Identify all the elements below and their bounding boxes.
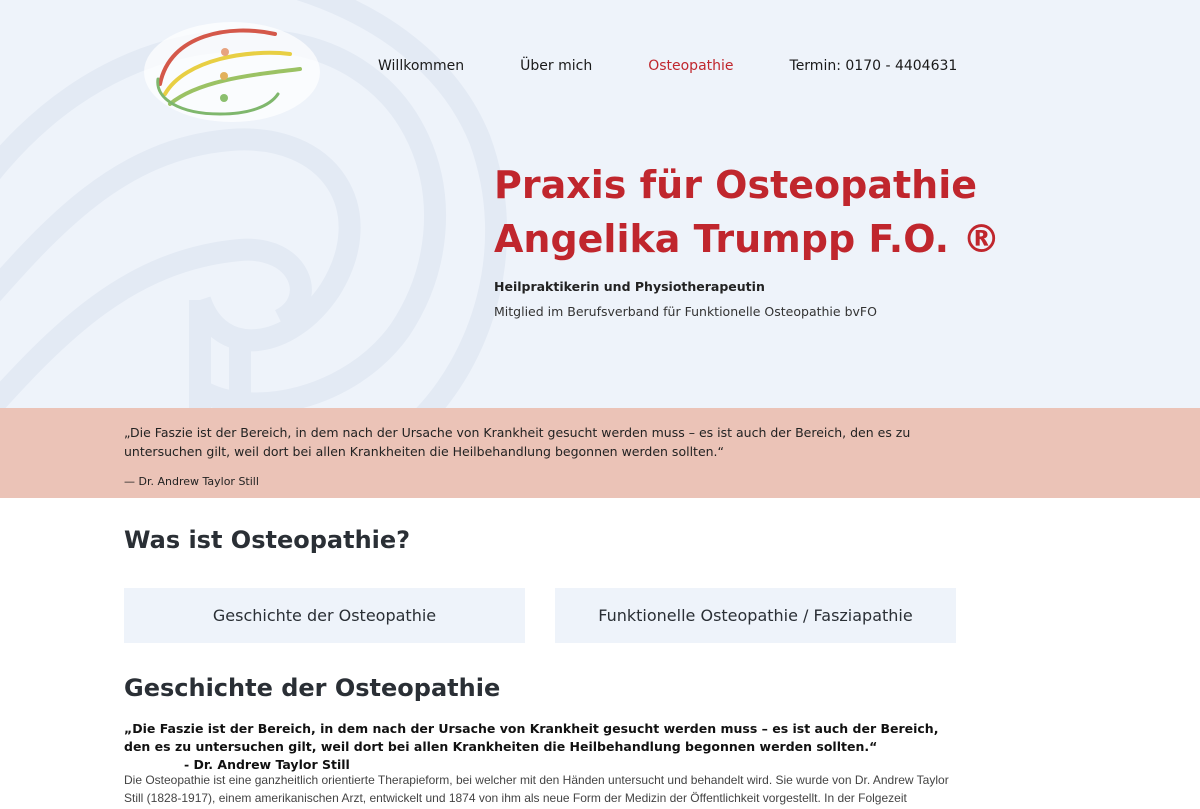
quote-author: — Dr. Andrew Taylor Still <box>124 475 259 488</box>
practice-logo[interactable] <box>140 14 325 129</box>
section-title: Was ist Osteopathie? <box>124 526 411 554</box>
history-quote-author: - Dr. Andrew Taylor Still <box>184 757 350 772</box>
history-title: Geschichte der Osteopathie <box>124 674 501 702</box>
history-quote <box>124 720 944 774</box>
card-funktionelle-osteopathie[interactable]: Funktionelle Osteopathie / Fasziapathie <box>555 588 956 643</box>
hero-subtitle: Heilpraktikerin und Physiotherapeutin <box>494 279 765 294</box>
nav-willkommen[interactable]: Willkommen <box>378 58 465 74</box>
main-navigation <box>378 58 957 74</box>
title-line-1: Praxis für Osteopathie <box>494 163 977 207</box>
nav-termin-phone[interactable]: Termin: 0170 - 4404631 <box>789 58 958 74</box>
quote-band <box>0 408 1200 498</box>
page-title <box>494 158 1000 266</box>
quote-text: „Die Faszie ist der Bereich, in dem nach der Ursache von Krankheit gesucht werden muss – es ist auch der Bereich, den es zu untersuchen gilt, weil dort bei allen Krankheiten die Heilbehandlung begonnen werden sollten.“ <box>124 425 911 459</box>
nav-ueber-mich[interactable]: Über mich <box>520 58 593 74</box>
nav-osteopathie[interactable]: Osteopathie <box>648 58 734 74</box>
history-body-text: Die Osteopathie ist eine ganzheitlich orientierte Therapieform, bei welcher mit den Händen untersucht und behandelt wird. Sie wurde von Dr. Andrew Taylor Still (1828-1917), einem amerikanischen Arzt, entwickelt und 1874 von ihm als neue Form der Medizin der Öffentlichkeit vorgestellt. In der Folgezeit <box>124 773 949 805</box>
card-geschichte[interactable]: Geschichte der Osteopathie <box>124 588 525 643</box>
history-quote-text: „Die Faszie ist der Bereich, in dem nach der Ursache von Krankheit gesucht werden muss – es ist auch der Bereich, den es zu untersuchen gilt, weil dort bei allen Krankheiten die Heilbehandlung begonnen werden sollten.“ <box>124 721 939 754</box>
title-line-2: Angelika Trumpp F.O. ® <box>494 217 1001 261</box>
hero-membership: Mitglied im Berufsverband für Funktionelle Osteopathie bvFO <box>494 304 877 319</box>
